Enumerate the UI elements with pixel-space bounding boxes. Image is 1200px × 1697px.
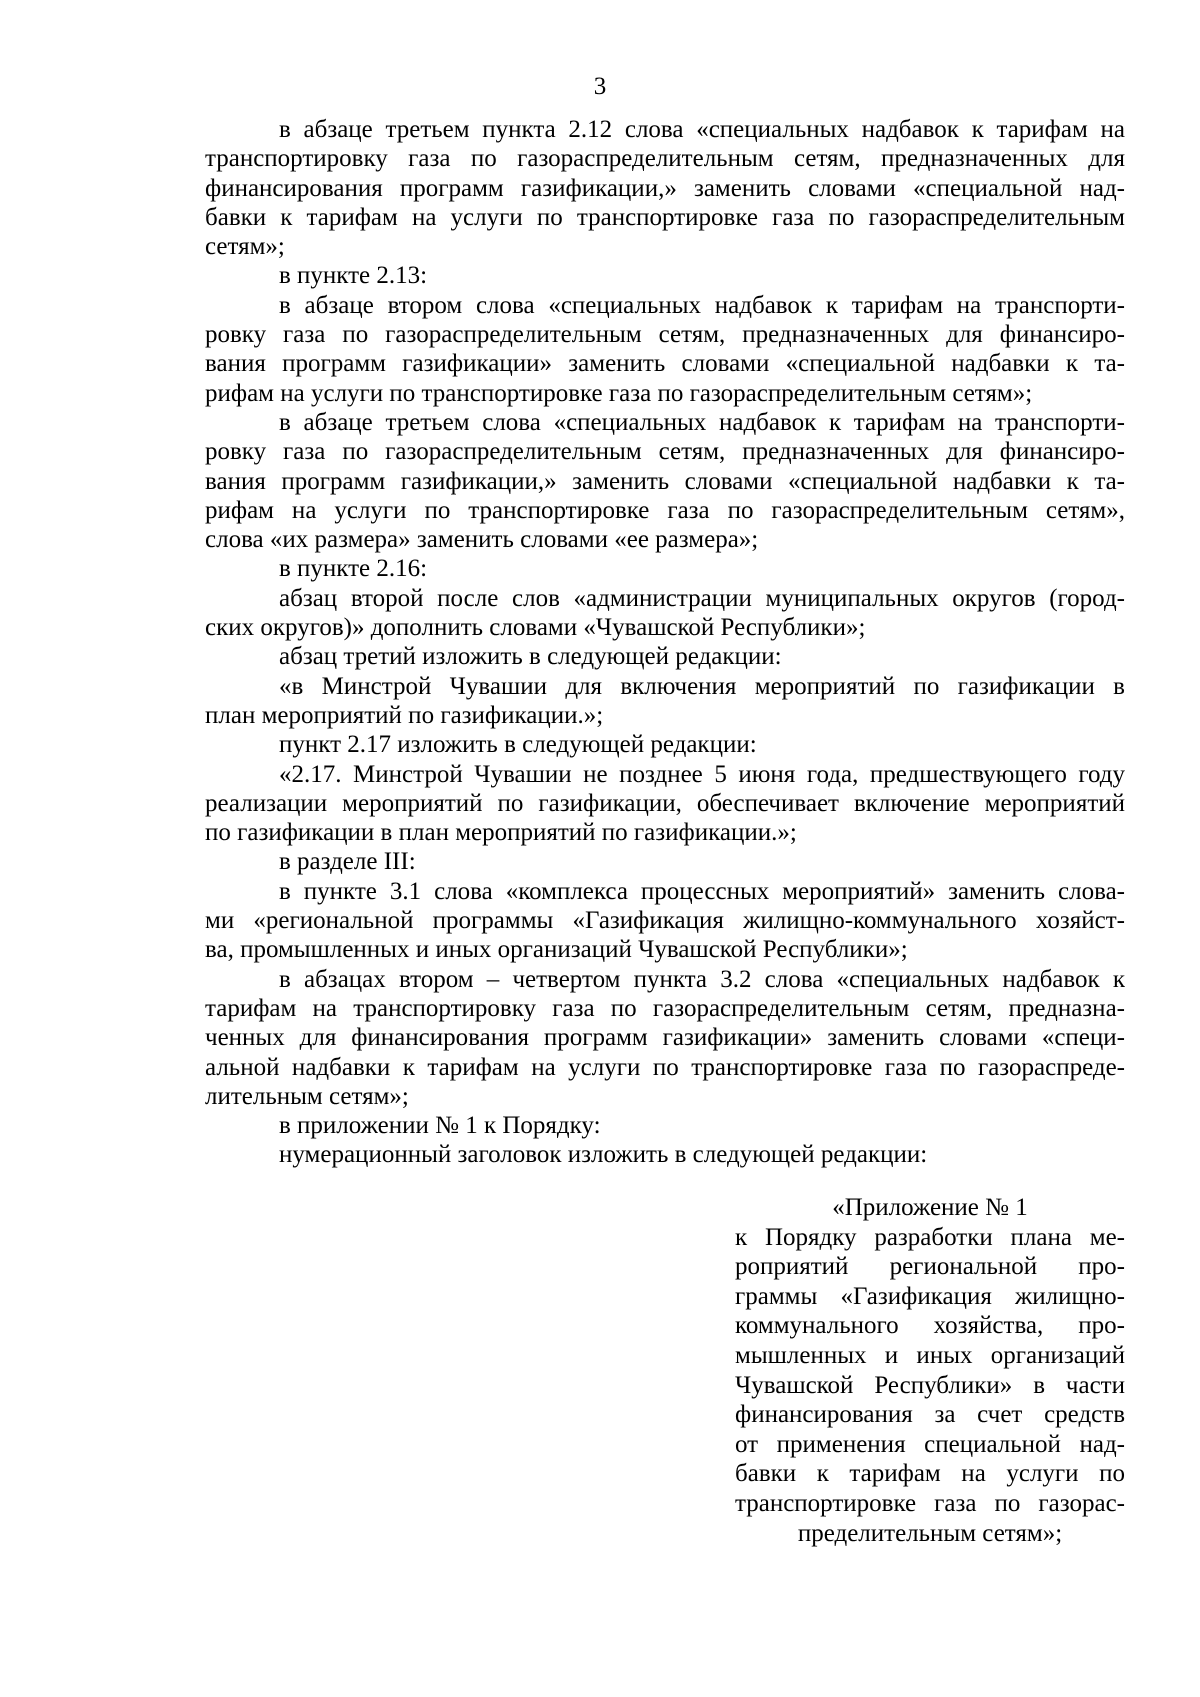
body-line: ченных для финансирования программ газификации» заменить словами «специ- xyxy=(205,1024,1125,1052)
appendix-line: граммы «Газификация жилищно- xyxy=(735,1282,1125,1310)
body-line: в абзаце втором слова «специальных надбавок к тарифам на транспорти- xyxy=(279,291,1125,319)
body-line: вания программ газификации» заменить словами «специальной надбавки к та- xyxy=(205,350,1125,378)
appendix-line: от применения специальной над- xyxy=(735,1430,1125,1458)
body-line: ми «региональной программы «Газификация жилищно-коммунального хозяйст- xyxy=(205,907,1125,935)
appendix-line: транспортировке газа по газорас- xyxy=(735,1489,1125,1517)
body-line: тарифам на транспортировку газа по газораспределительным сетям, предназна- xyxy=(205,994,1125,1022)
body-line: план мероприятий по газификации.»; xyxy=(205,701,604,729)
appendix-line: Чувашской Республики» в части xyxy=(735,1371,1125,1399)
body-line: альной надбавки к тарифам на услуги по транспортировке газа по газораспреде- xyxy=(205,1053,1125,1081)
body-line: рифам на услуги по транспортировке газа по газораспределительным сетям»; xyxy=(205,379,1033,407)
body-line: в абзаце третьем пункта 2.12 слова «специальных надбавок к тарифам на xyxy=(279,116,1125,143)
body-line: в разделе III: xyxy=(279,848,416,876)
appendix-heading-block xyxy=(735,1193,1125,1548)
body-line: бавки к тарифам на услуги по транспортировке газа по газораспределительным xyxy=(205,203,1125,231)
body-line: по газификации в план мероприятий по газификации.»; xyxy=(205,819,797,847)
appendix-line: коммунального хозяйства, про- xyxy=(735,1312,1125,1340)
appendix-line: «Приложение № 1 xyxy=(832,1194,1028,1221)
body-line: сетям»; xyxy=(205,233,285,261)
body-line: пункт 2.17 изложить в следующей редакции: xyxy=(279,731,757,759)
body-line: реализации мероприятий по газификации, обеспечивает включение мероприятий xyxy=(205,789,1125,817)
body-line: лительным сетям»; xyxy=(205,1082,409,1110)
body-line: вания программ газификации,» заменить словами «специальной надбавки к та- xyxy=(205,467,1125,495)
body-line: финансирования программ газификации,» заменить словами «специальной над- xyxy=(205,174,1125,202)
body-line: ва, промышленных и иных организаций Чувашской Республики»; xyxy=(205,936,908,964)
body-line: абзац второй после слов «администрации муниципальных округов (город- xyxy=(279,584,1125,612)
body-line: в абзацах втором – четвертом пункта 3.2 слова «специальных надбавок к xyxy=(279,965,1125,993)
body-line: «2.17. Минстрой Чувашии не позднее 5 июня года, предшествующего году xyxy=(279,760,1125,788)
body-line: ровку газа по газораспределительным сетям, предназначенных для финансиро- xyxy=(205,321,1125,349)
body-line: ровку газа по газораспределительным сетям, предназначенных для финансиро- xyxy=(205,438,1125,466)
body-line: ских округов)» дополнить словами «Чувашской Республики»; xyxy=(205,614,866,642)
body-line: транспортировку газа по газораспределительным сетям, предназначенных для xyxy=(205,145,1125,173)
appendix-line: мышленных и иных организаций xyxy=(735,1341,1125,1369)
appendix-line: роприятий региональной про- xyxy=(735,1253,1125,1281)
body-line: «в Минстрой Чувашии для включения мероприятий по газификации в xyxy=(279,672,1125,700)
page-number: 3 xyxy=(593,73,607,100)
body-line: в пункте 2.16: xyxy=(279,555,428,583)
body-line: в приложении № 1 к Порядку: xyxy=(279,1112,601,1140)
body-line: абзац третий изложить в следующей редакции: xyxy=(279,643,782,671)
body-line: в абзаце третьем слова «специальных надбавок к тарифам на транспорти- xyxy=(279,408,1125,436)
body-line: нумерационный заголовок изложить в следующей редакции: xyxy=(279,1141,928,1169)
appendix-line: бавки к тарифам на услуги по xyxy=(735,1460,1125,1488)
body-line: в пункте 3.1 слова «комплекса процессных мероприятий» заменить слова- xyxy=(279,877,1125,905)
appendix-line: пределительным сетям»; xyxy=(797,1519,1063,1547)
body-line: слова «их размера» заменить словами «ее размера»; xyxy=(205,526,759,554)
appendix-line: финансирования за счет средств xyxy=(735,1401,1125,1429)
document-body xyxy=(205,115,1125,1170)
appendix-line: к Порядку разработки плана ме- xyxy=(735,1223,1125,1251)
body-line: в пункте 2.13: xyxy=(279,262,428,290)
body-line: рифам на услуги по транспортировке газа по газораспределительным сетям», xyxy=(205,496,1125,524)
